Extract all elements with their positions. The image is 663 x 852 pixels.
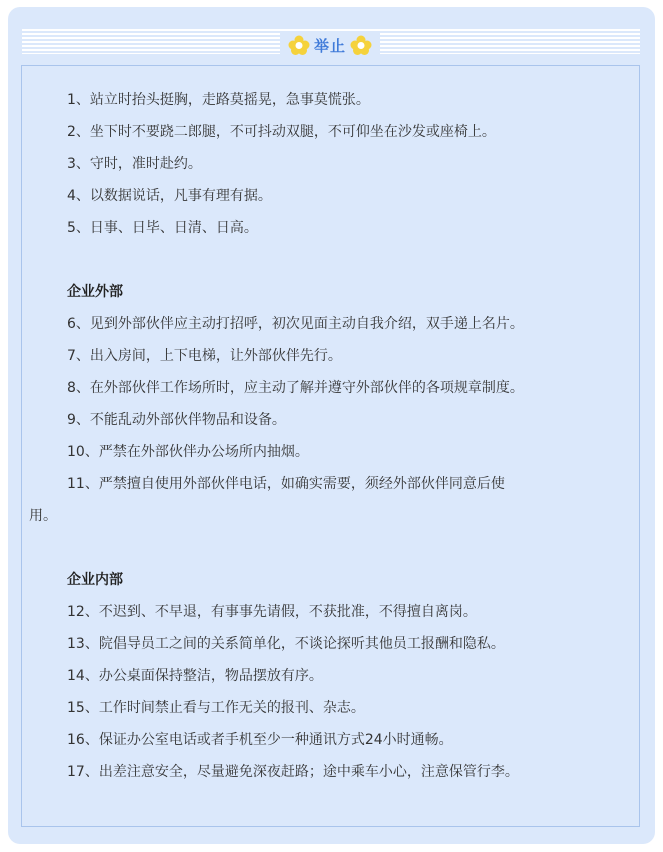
rule-item: 2、坐下时不要跷二郎腿，不可抖动双腿，不可仰坐在沙发或座椅上。: [67, 124, 496, 140]
flower-icon: [288, 35, 310, 55]
section-heading-external: 企业外部: [67, 284, 123, 300]
rule-item: 1、站立时抬头挺胸，走路莫摇晃，急事莫慌张。: [67, 92, 370, 108]
header-title-group: [280, 32, 380, 58]
rule-item: 15、工作时间禁止看与工作无关的报刊、杂志。: [67, 700, 365, 716]
rule-item: 13、院倡导员工之间的关系简单化，不谈论探听其他员工报酬和隐私。: [67, 636, 505, 652]
rule-item: 17、出差注意安全，尽量避免深夜赶路；途中乘车小心，注意保管行李。: [67, 764, 519, 780]
rule-item: 5、日事、日毕、日清、日高。: [67, 220, 258, 236]
rule-item: 16、保证办公室电话或者手机至少一种通讯方式24小时通畅。: [67, 732, 453, 748]
section-title: 举止: [313, 36, 346, 55]
rule-item: 4、以数据说话，凡事有理有据。: [67, 188, 272, 204]
section-heading-internal: 企业内部: [67, 572, 123, 588]
rule-item: 11、严禁擅自使用外部伙伴电话，如确实需要，须经外部伙伴同意后使: [67, 476, 505, 492]
rule-item: 3、守时，准时赴约。: [67, 156, 202, 172]
rule-item: 9、不能乱动外部伙伴物品和设备。: [67, 412, 286, 428]
rules-panel: [21, 65, 640, 827]
rule-item: 12、不迟到、不早退，有事事先请假，不获批准，不得擅自离岗。: [67, 604, 477, 620]
rule-item: 7、出入房间，上下电梯，让外部伙伴先行。: [67, 348, 342, 364]
rule-item: 6、见到外部伙伴应主动打招呼，初次见面主动自我介绍，双手递上名片。: [67, 316, 524, 332]
rule-item: 10、严禁在外部伙伴办公场所内抽烟。: [67, 444, 309, 460]
flower-icon: [350, 35, 372, 55]
rule-item-continuation: 用。: [29, 508, 57, 524]
rule-item: 8、在外部伙伴工作场所时，应主动了解并遵守外部伙伴的各项规章制度。: [67, 380, 524, 396]
rule-item: 14、办公桌面保持整洁，物品摆放有序。: [67, 668, 323, 684]
